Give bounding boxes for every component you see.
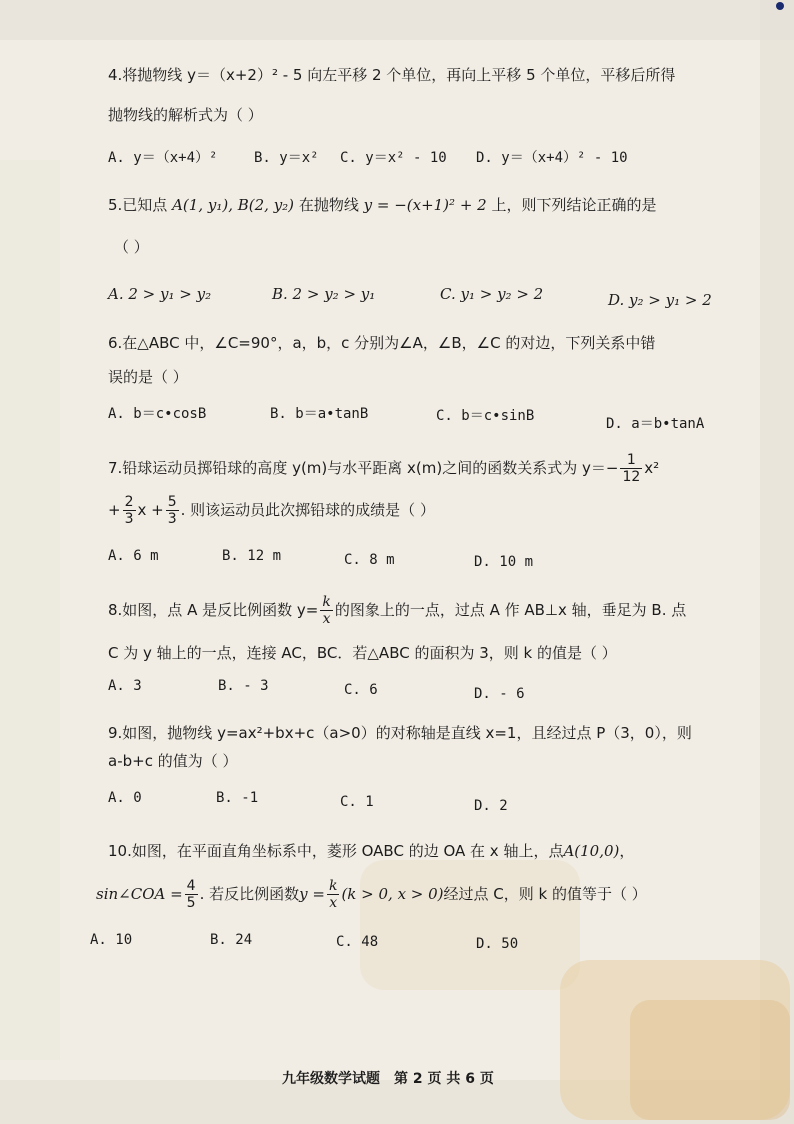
q10-func-prefix: y = xyxy=(299,885,325,903)
q7-option-d: D. 10 m xyxy=(474,554,534,570)
q6-option-a: A. b＝c•cosB xyxy=(108,406,207,422)
q9-option-b: B. -1 xyxy=(216,790,259,806)
q7-frac2-num: 2 xyxy=(124,494,134,510)
q10-fraction-4-5 xyxy=(185,878,198,911)
q10-point-a: A(10,0) xyxy=(563,842,620,860)
q7-fraction-2-3 xyxy=(123,494,136,527)
q7-line2-suffix: . 则该运动员此次掷铅球的成绩是（ ） xyxy=(180,501,435,519)
q4-option-c: C. y＝x² - 10 xyxy=(340,150,447,166)
q10-line1-text: 10.如图，在平面直角坐标系中，菱形 OABC 的边 OA 在 x 轴上，点 xyxy=(108,842,564,860)
q4-stem-line1: 4.将抛物线 y＝（x+2）² - 5 向左平移 2 个单位，再向上平移 5 个单位，平移后所得 xyxy=(108,66,676,84)
q9-stem-line2: a-b+c 的值为（ ） xyxy=(108,752,238,770)
q9-option-d: D. 2 xyxy=(474,798,508,814)
q9-option-a: A. 0 xyxy=(108,790,142,806)
q8-option-c: C. 6 xyxy=(344,682,378,698)
ink-dot xyxy=(776,2,784,10)
q5-suffix: 上，则下列结论正确的是 xyxy=(491,196,657,214)
q7-frac1-num: 1 xyxy=(620,452,642,469)
q8-option-b: B. - 3 xyxy=(218,678,269,694)
q8-option-a: A. 3 xyxy=(108,678,142,694)
paper-shade xyxy=(0,160,60,1060)
q7-fraction-1-12 xyxy=(620,452,642,485)
q10-stem-line1 xyxy=(108,840,634,862)
q7-option-a: A. 6 m xyxy=(108,548,159,564)
q7-option-c: C. 8 m xyxy=(344,552,395,568)
q10-option-a: A. 10 xyxy=(90,932,133,948)
q10-line1-end: ， xyxy=(619,842,635,860)
q7-stem-line2 xyxy=(108,494,435,527)
q6-stem-line1: 6.在△ABC 中，∠C=90°，a，b，c 分别为∠A，∠B，∠C 的对边，下列关系中错 xyxy=(108,334,656,352)
q10-sin-den: 5 xyxy=(186,895,196,911)
q10-func-cond: (k > 0, x > 0) xyxy=(341,885,444,903)
q10-fraction-k-x xyxy=(327,878,339,911)
q9-stem-line1: 9.如图，抛物线 y=ax²+bx+c（a>0）的对称轴是直线 x=1，且经过点 P（3，0），则 xyxy=(108,724,692,742)
q7-frac3-den: 3 xyxy=(167,511,177,527)
paper-shade xyxy=(760,0,794,1124)
q5-stem-line1 xyxy=(108,194,657,216)
q7-fraction-5-3 xyxy=(166,494,179,527)
q7-line1-suffix: x² xyxy=(644,459,660,477)
q7-plus: + xyxy=(108,501,121,519)
q5-option-c: C. y₁ > y₂ > 2 xyxy=(440,285,544,303)
q10-suffix: 经过点 C，则 k 的值等于（ ） xyxy=(443,885,647,903)
q7-frac1-den: 12 xyxy=(622,469,641,485)
q8-suffix: 的图象上的一点，过点 A 作 AB⊥x 轴，垂足为 B. 点 xyxy=(334,601,687,619)
q5-curve: y = −(x+1)² + 2 xyxy=(363,196,487,214)
q7-mid: x + xyxy=(137,501,164,519)
q5-blank: （ ） xyxy=(114,238,149,256)
q6-stem-line2: 误的是（ ） xyxy=(108,368,188,386)
q8-frac-den: x xyxy=(322,611,331,627)
q8-stem-line2: C 为 y 轴上的一点，连接 AC，BC．若△ABC 的面积为 3，则 k 的值是（ ） xyxy=(108,644,617,662)
q6-option-b: B. b＝a•tanB xyxy=(270,406,369,422)
q7-option-b: B. 12 m xyxy=(222,548,282,564)
q7-frac2-den: 3 xyxy=(124,511,134,527)
q8-frac-num: k xyxy=(322,594,331,610)
q5-mid: 在抛物线 xyxy=(298,196,359,214)
q10-sin-prefix: sin∠COA = xyxy=(96,885,183,903)
q5-points: A(1, y₁), B(2, y₂) xyxy=(172,196,295,214)
q6-option-d: D. a＝b•tanA xyxy=(606,416,705,432)
q7-line1-prefix: 7.铅球运动员掷铅球的高度 y(m)与水平距离 x(m)之间的函数关系式为 y＝− xyxy=(108,459,619,477)
q8-fraction-k-x xyxy=(320,594,332,627)
q10-option-b: B. 24 xyxy=(210,932,253,948)
page-footer: 九年级数学试题 第 2 页 共 6 页 xyxy=(282,1071,494,1087)
q4-stem-line2: 抛物线的解析式为（ ） xyxy=(108,106,263,124)
q7-frac3-num: 5 xyxy=(167,494,177,510)
q5-prefix: 5.已知点 xyxy=(108,196,168,214)
q5-option-d: D. y₂ > y₁ > 2 xyxy=(608,291,712,309)
q10-stem-line2 xyxy=(96,878,647,911)
q10-mid: . 若反比例函数 xyxy=(199,885,300,903)
q4-option-a: A. y＝（x+4）² xyxy=(108,150,218,166)
q8-stem-line1 xyxy=(108,594,686,627)
q8-prefix: 8.如图，点 A 是反比例函数 y= xyxy=(108,601,319,619)
q7-stem-line1 xyxy=(108,452,659,485)
q9-option-c: C. 1 xyxy=(340,794,374,810)
paper-stain xyxy=(630,1000,790,1120)
q10-func-num: k xyxy=(328,878,338,894)
paper-shade xyxy=(0,0,794,40)
q8-option-d: D. - 6 xyxy=(474,686,525,702)
q4-option-b: B. y＝x² xyxy=(254,150,319,166)
q5-option-b: B. 2 > y₂ > y₁ xyxy=(272,285,376,303)
q10-sin-num: 4 xyxy=(186,878,196,894)
q10-option-d: D. 50 xyxy=(476,936,519,952)
q5-option-a: A. 2 > y₁ > y₂ xyxy=(108,285,212,303)
q10-option-c: C. 48 xyxy=(336,934,379,950)
q10-func-den: x xyxy=(329,895,338,911)
q6-option-c: C. b＝c•sinB xyxy=(436,408,535,424)
q4-option-d: D. y＝（x+4）² - 10 xyxy=(476,150,628,166)
